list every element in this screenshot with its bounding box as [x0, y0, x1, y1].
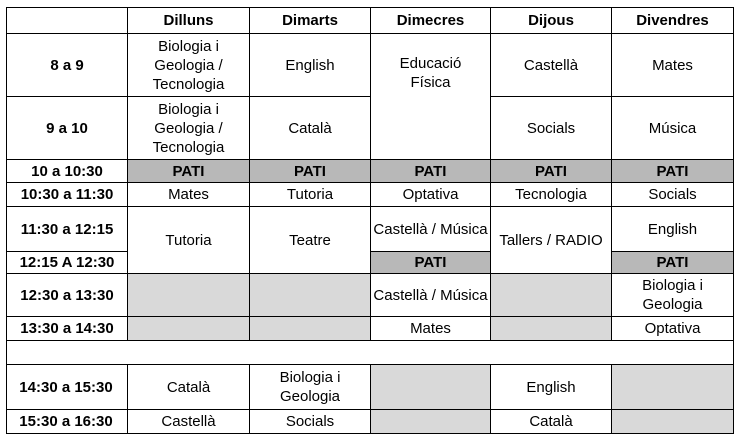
table-row — [7, 252, 734, 274]
table-row — [7, 317, 734, 341]
cell-dijous: Castellà — [491, 34, 612, 97]
cell-divendres: Optativa — [612, 317, 734, 341]
day-header: Dimecres — [371, 8, 491, 34]
time-label: 10 a 10:30 — [7, 160, 128, 183]
cell-dilluns: Biologia i Geologia / Tecnologia — [128, 97, 250, 160]
empty-cell — [250, 274, 371, 317]
empty-cell — [491, 274, 612, 317]
table-row — [7, 183, 734, 207]
table-row — [7, 274, 734, 317]
time-label: 13:30 a 14:30 — [7, 317, 128, 341]
cell-dimarts: Tutoria — [250, 183, 371, 207]
cell-divendres: English — [612, 207, 734, 252]
cell-dilluns: Tutoria — [128, 207, 250, 274]
cell-dilluns: Mates — [128, 183, 250, 207]
cell-dimarts: Socials — [250, 410, 371, 434]
table-row — [7, 160, 734, 183]
cell-dimecres: Castellà / Música — [371, 274, 491, 317]
cell-dijous: English — [491, 365, 612, 410]
day-header: Dijous — [491, 8, 612, 34]
empty-cell — [491, 317, 612, 341]
empty-cell — [612, 365, 734, 410]
pati-cell: PATI — [250, 160, 371, 183]
cell-dimecres: Mates — [371, 317, 491, 341]
timetable — [6, 7, 734, 434]
empty-cell — [371, 365, 491, 410]
table-row — [7, 410, 734, 434]
time-label: 14:30 a 15:30 — [7, 365, 128, 410]
pati-cell: PATI — [612, 252, 734, 274]
cell-dimarts: English — [250, 34, 371, 97]
cell-dilluns: Castellà — [128, 410, 250, 434]
day-header: Dimarts — [250, 8, 371, 34]
time-label: 12:30 a 13:30 — [7, 274, 128, 317]
table-row — [7, 365, 734, 410]
cell-dijous: Tecnologia — [491, 183, 612, 207]
pati-cell: PATI — [371, 252, 491, 274]
empty-cell — [250, 317, 371, 341]
table-row — [7, 207, 734, 252]
cell-dimecres: Castellà / Música — [371, 207, 491, 252]
empty-cell — [128, 317, 250, 341]
corner-cell — [7, 8, 128, 34]
cell-dilluns: Biologia i Geologia / Tecnologia — [128, 34, 250, 97]
cell-dijous: Tallers / RADIO — [491, 207, 612, 274]
day-header: Divendres — [612, 8, 734, 34]
day-header: Dilluns — [128, 8, 250, 34]
time-label: 10:30 a 11:30 — [7, 183, 128, 207]
cell-dimarts: Català — [250, 97, 371, 160]
pati-cell: PATI — [612, 160, 734, 183]
cell-dijous: Socials — [491, 97, 612, 160]
empty-cell — [128, 274, 250, 317]
cell-divendres: Biologia i Geologia — [612, 274, 734, 317]
time-label: 9 a 10 — [7, 97, 128, 160]
empty-cell — [612, 410, 734, 434]
pati-cell: PATI — [491, 160, 612, 183]
time-label: 12:15 A 12:30 — [7, 252, 128, 274]
time-label: 15:30 a 16:30 — [7, 410, 128, 434]
cell-dijous: Català — [491, 410, 612, 434]
time-label: 8 a 9 — [7, 34, 128, 97]
cell-divendres: Socials — [612, 183, 734, 207]
spacer-row — [7, 341, 734, 365]
pati-cell: PATI — [128, 160, 250, 183]
cell-dimecres — [371, 34, 491, 160]
spacer-cell — [7, 341, 734, 365]
cell-dilluns: Català — [128, 365, 250, 410]
cell-text: Educació Física — [399, 54, 462, 91]
cell-dimarts: Teatre — [250, 207, 371, 274]
header-row — [7, 8, 734, 34]
time-label: 11:30 a 12:15 — [7, 207, 128, 252]
cell-divendres: Mates — [612, 34, 734, 97]
pati-cell: PATI — [371, 160, 491, 183]
empty-cell — [371, 410, 491, 434]
cell-dimarts: Biologia i Geologia — [250, 365, 371, 410]
cell-dimecres: Optativa — [371, 183, 491, 207]
cell-divendres: Música — [612, 97, 734, 160]
table-row — [7, 34, 734, 97]
table-row — [7, 97, 734, 160]
